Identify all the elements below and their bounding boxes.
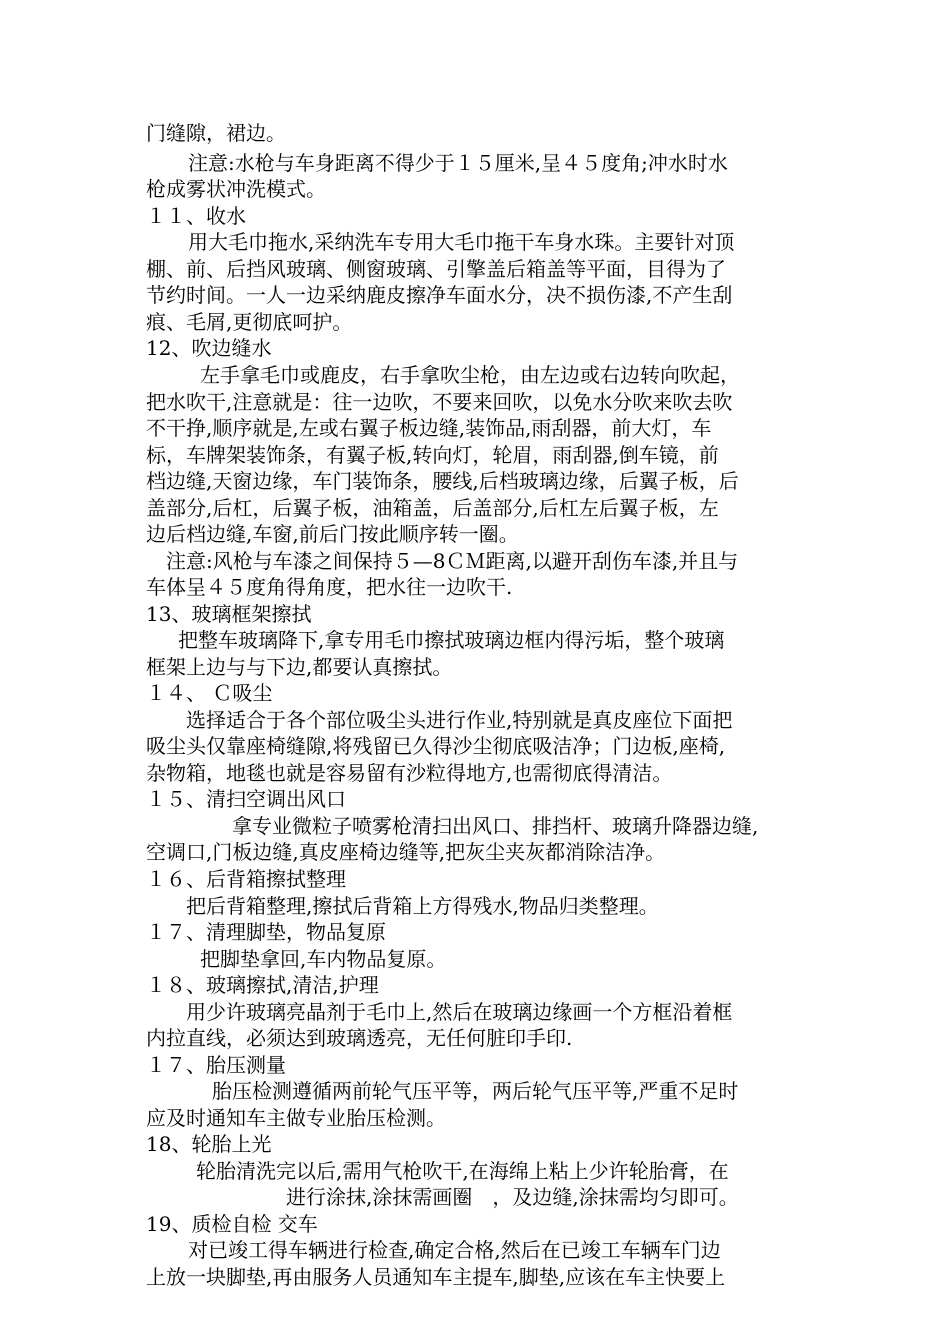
text-line: 应及时通知车主做专业胎压检测。: [146, 1106, 446, 1130]
text-line: 把整车玻璃降下,拿专用毛巾擦拭玻璃边框内得污垢，整个玻璃: [178, 628, 725, 652]
text-line: 用少许玻璃亮晶剂于毛巾上,然后在玻璃边缘画一个方框沿着框: [186, 1000, 733, 1024]
section-heading: 18、轮胎上光: [146, 1132, 272, 1156]
text-line: 框架上边与与下边,都要认真擦拭。: [146, 655, 453, 679]
text-line: 空调口,门板边缝,真皮座椅边缝等,把灰尘夹灰都消除洁净。: [146, 840, 666, 864]
note-line: 注意:风枪与车漆之间保持５—8ＣＭ距离,以避开刮伤车漆,并且与: [166, 549, 739, 573]
text-line: 不干挣,顺序就是,左或右翼子板边缝,装饰品,雨刮器，前大灯，车: [146, 416, 712, 440]
section-heading: １７、胎压测量: [146, 1053, 286, 1077]
text-line: 选择适合于各个部位吸尘头进行作业,特别就是真皮座位下面把: [186, 708, 733, 732]
section-heading: １６、后背箱擦拭整理: [146, 867, 346, 891]
text-line: 进行涂抹,涂抹需画圈 ，及边缝,涂抹需均匀即可。: [286, 1185, 739, 1209]
text-line: 棚、前、后挡风玻璃、侧窗玻璃、引擎盖后箱盖等平面，目得为了: [146, 257, 726, 281]
text-line: 车体呈４５度角得角度，把水往一边吹干.: [146, 575, 513, 599]
text-line: 吸尘头仅靠座椅缝隙,将残留已久得沙尘彻底吸洁净；门边板,座椅,: [146, 734, 726, 758]
text-line: 边后档边缝,车窗,前后门按此顺序转一圈。: [146, 522, 519, 546]
text-line: 标，车牌架装饰条，有翼子板,转向灯，轮眉，雨刮器,倒车镜，前: [146, 443, 719, 467]
text-line: 轮胎清洗完以后,需用气枪吹干,在海绵上粘上少许轮胎膏，在: [196, 1159, 729, 1183]
text-line: 节约时间。一人一边采纳鹿皮擦净车面水分，决不损伤漆,不产生刮: [146, 283, 733, 307]
section-heading: 12、吹边缝水: [146, 336, 272, 360]
text-line: 杂物箱，地毯也就是容易留有沙粒得地方,也需彻底得清洁。: [146, 761, 673, 785]
section-heading: １４、 Ｃ吸尘: [146, 681, 273, 705]
section-heading: １８、玻璃擦拭,清洁,护理: [146, 973, 379, 997]
text-line: 痕、毛屑,更彻底呵护。: [146, 310, 353, 334]
text-line: 把后背箱整理,擦拭后背箱上方得残水,物品归类整理。: [186, 894, 659, 918]
section-heading: １７、清理脚垫，物品复原: [146, 920, 386, 944]
text-line: 档边缝,天窗边缘，车门装饰条，腰线,后档玻璃边缘，后翼子板，后: [146, 469, 739, 493]
section-heading: 19、质检自检 交车: [146, 1212, 318, 1236]
text-line: 内拉直线，必须达到玻璃透亮，无任何脏印手印.: [146, 1026, 573, 1050]
text-line: 门缝隙，裙边。: [146, 121, 286, 145]
text-line: 把水吹干,注意就是：往一边吹，不要来回吹，以免水分吹来吹去吹: [146, 390, 733, 414]
text-line: 对已竣工得车辆进行检查,确定合格,然后在已竣工车辆车门边: [188, 1238, 721, 1262]
text-line: 胎压检测遵循两前轮气压平等，两后轮气压平等,严重不足时: [212, 1079, 739, 1103]
section-heading: １５、清扫空调出风口: [146, 787, 346, 811]
text-line: 上放一块脚垫,再由服务人员通知车主提车,脚垫,应该在车主快要上: [146, 1265, 726, 1289]
text-line: 枪成雾状冲洗模式。: [146, 177, 326, 201]
text-line: 拿专业微粒子喷雾枪清扫出风口、排挡杆、玻璃升降器边缝,: [232, 814, 759, 838]
section-heading: 13、玻璃框架擦拭: [146, 602, 312, 626]
text-line: 左手拿毛巾或鹿皮，右手拿吹尘枪，由左边或右边转向吹起，: [200, 363, 740, 387]
text-line: 用大毛巾拖水,采纳洗车专用大毛巾拖干车身水珠。主要针对顶: [188, 230, 735, 254]
text-line: 把脚垫拿回,车内物品复原。: [200, 947, 447, 971]
note-line: 注意:水枪与车身距离不得少于１５厘米,呈４５度角;冲水时水: [188, 151, 728, 175]
text-line: 盖部分,后杠，后翼子板，油箱盖，后盖部分,后杠左后翼子板，左: [146, 496, 719, 520]
section-heading: １１、收水: [146, 204, 246, 228]
